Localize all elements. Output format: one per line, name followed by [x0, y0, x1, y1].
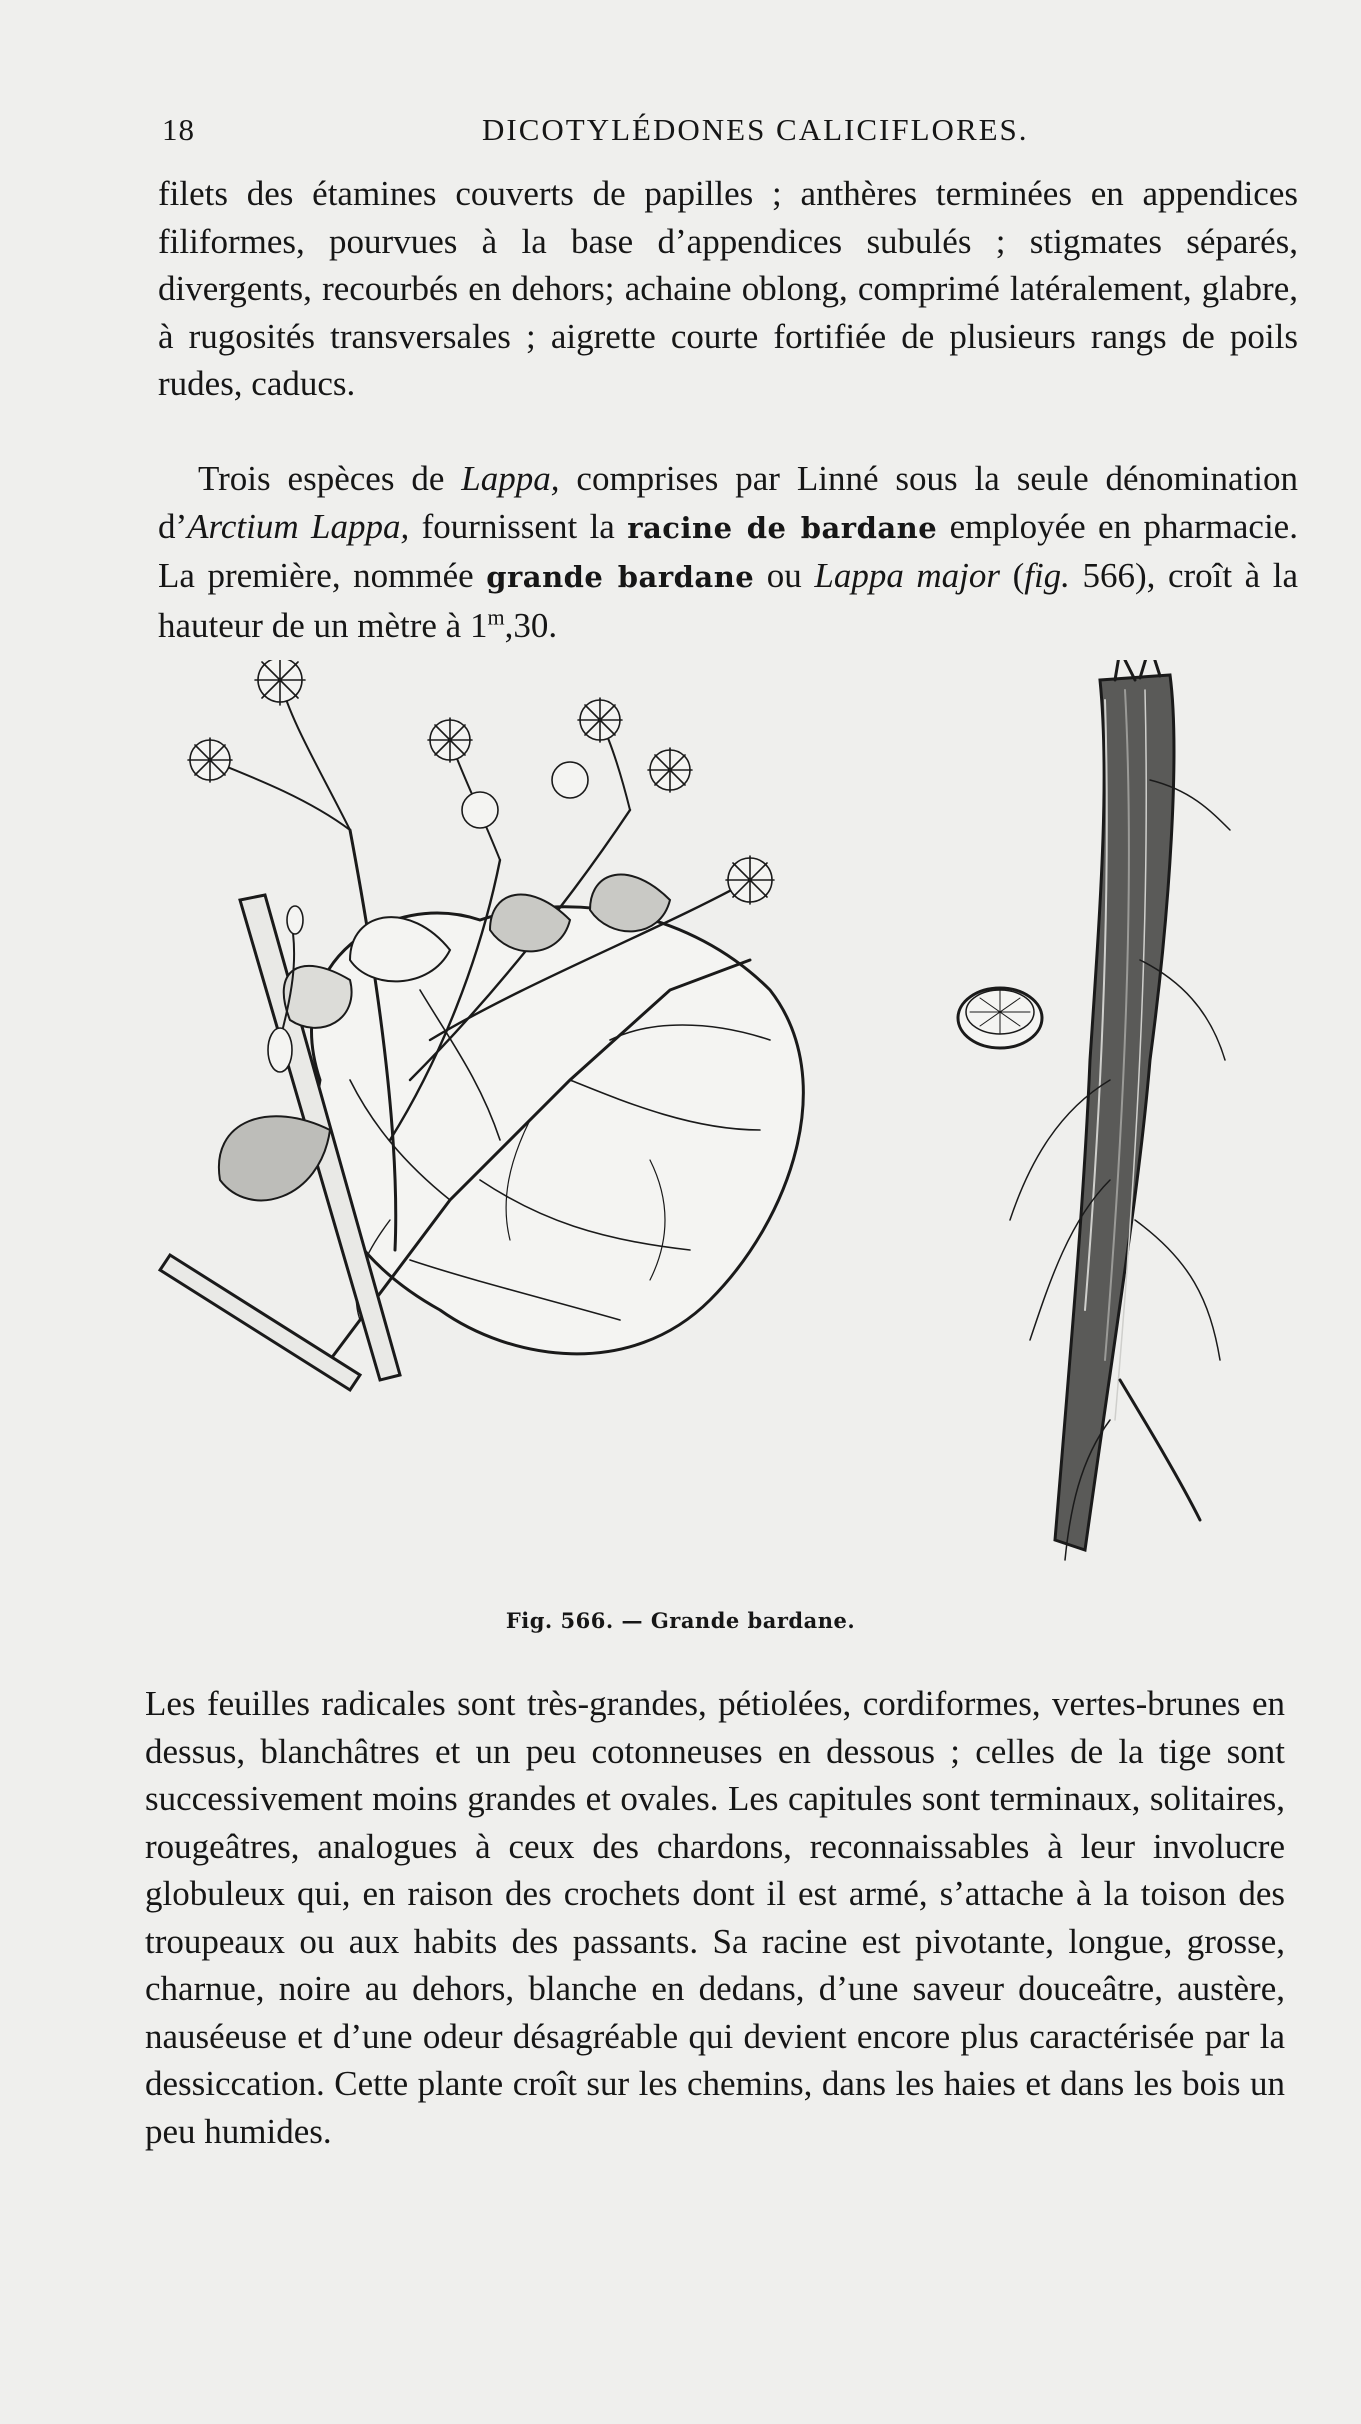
- figure-caption: Fig. 566. — Grande bardane.: [505, 1608, 856, 1633]
- paragraph-description: [145, 1680, 1285, 2155]
- paragraph-continuation: [158, 170, 1298, 408]
- paragraph-lappa-species: [158, 455, 1298, 649]
- term-grande-bardane: grande bardane: [486, 560, 755, 594]
- running-head: [162, 112, 1297, 152]
- paragraph-text: Trois espèces de Lappa, comprises par Linné sous la seule dénomination d’Arctium Lappa, fournissent la racine de bardane employée en pharmacie. La première, nommée grande bardane ou Lappa major (fig. 566), croît à la hauteur de un mètre à 1$^m$,30.: [158, 459, 1299, 645]
- header-title: DICOTYLÉDONES CALICIFLORES.: [482, 112, 1029, 147]
- paragraph-text: Les feuilles radicales sont très-grandes, pétiolées, cordiformes, vertes-brunes en dessus, blanchâtres et un peu cotonneuses en dessous ; celles de la tige sont successivement moins grandes et ovales. Les capitules sont terminaux, solitaires, rougeâtres, analogues à ceux des chardons, reconnaissables à leur involucre globuleux qui, en raison des crochets dont il est armé, s’attache à la toison des troupeaux ou aux habits des passants. Sa racine est pivotante, longue, grosse, charnue, noire au dehors, blanche en dedans, d’une saveur douceâtre, austère, nauséeuse et d’une odeur désagréable qui devient encore plus caractérisée par la dessiccation. Cette plante croît sur les chemins, dans les haies et dans les bois un peu humides.: [145, 1684, 1285, 2151]
- flower-heads: [188, 660, 774, 904]
- burdock-root: [1010, 660, 1230, 1560]
- burdock-plant-drawing: [160, 660, 1230, 1560]
- burdock-illustration: [150, 660, 1280, 1600]
- root-slice: [958, 988, 1042, 1048]
- term-racine-de-bardane: racine de bardane: [627, 510, 938, 545]
- paragraph-text: filets des étamines couverts de papilles ; anthères terminées en appendices filiformes, pourvues à la base d’appendices subulés ; stigmates séparés, divergents, recourbés en dehors; achaine oblong, comprimé latéralement, glabre, à rugosités transversales ; aigrette courte fortifiée de plusieurs rangs de poils rudes, caducs.: [158, 174, 1298, 403]
- page-number: 18: [162, 112, 195, 147]
